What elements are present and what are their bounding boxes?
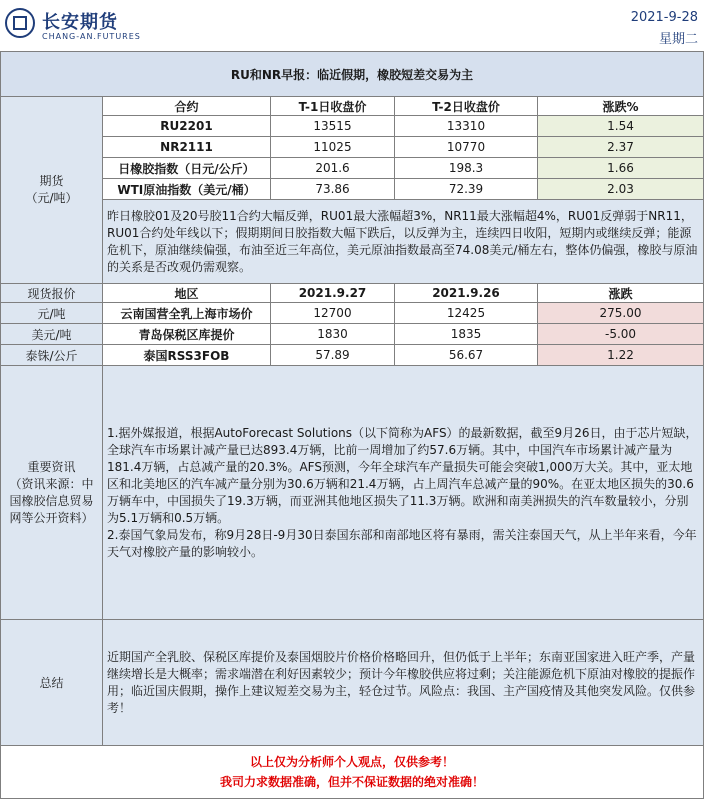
summary-section-label: 总结 <box>1 620 103 746</box>
spot-price-d1: 1830 <box>271 324 395 345</box>
futures-section-label: 期货 （元/吨） <box>1 97 103 284</box>
t1-price: 11025 <box>271 137 395 158</box>
spot-region: 青岛保税区库提价 <box>103 324 271 345</box>
t1-price: 13515 <box>271 116 395 137</box>
spot-change: -5.00 <box>538 324 704 345</box>
col-header-contract: 合约 <box>103 97 271 116</box>
table-row <box>1 158 704 179</box>
table-row <box>1 137 704 158</box>
company-logo-icon <box>5 8 35 38</box>
contract-name: RU2201 <box>103 116 271 137</box>
report-header <box>0 0 704 50</box>
col-header-t2: T-2日收盘价 <box>395 97 538 116</box>
spot-price-d1: 12700 <box>271 303 395 324</box>
report-date: 2021-9-28 <box>630 10 698 25</box>
contract-name: NR2111 <box>103 137 271 158</box>
change-pct: 2.03 <box>538 179 704 200</box>
spot-change: 275.00 <box>538 303 704 324</box>
report-table <box>0 51 704 799</box>
report-title: RU和NR早报：临近假期，橡胶短差交易为主 <box>1 52 704 97</box>
contract-name: 日橡胶指数（日元/公斤） <box>103 158 271 179</box>
disclaimer <box>1 746 704 799</box>
spot-price-d2: 56.67 <box>395 345 538 366</box>
brand-name: 长安期货 <box>42 12 118 33</box>
table-row <box>1 324 704 345</box>
t2-price: 72.39 <box>395 179 538 200</box>
brand-name-en: CHANG-AN.FUTURES <box>42 32 141 41</box>
col-header-spot-change: 涨跌 <box>538 284 704 303</box>
spot-unit: 元/吨 <box>1 303 103 324</box>
spot-region: 云南国营全乳上海市场价 <box>103 303 271 324</box>
table-row <box>1 179 704 200</box>
spot-price-d2: 12425 <box>395 303 538 324</box>
col-header-date1: 2021.9.27 <box>271 284 395 303</box>
col-header-t1: T-1日收盘价 <box>271 97 395 116</box>
t2-price: 10770 <box>395 137 538 158</box>
change-pct: 1.54 <box>538 116 704 137</box>
change-pct: 2.37 <box>538 137 704 158</box>
spot-region: 泰国RSS3FOB <box>103 345 271 366</box>
contract-name: WTI原油指数（美元/桶） <box>103 179 271 200</box>
spot-change: 1.22 <box>538 345 704 366</box>
disclaimer-line: 以上仅为分析师个人观点，仅供参考！ <box>250 755 455 769</box>
table-row <box>1 345 704 366</box>
table-row <box>1 116 704 137</box>
news-item: 2.泰国气象局发布，称9月28日-9月30日泰国东部和南部地区将有暴雨，需关注泰国天气，从上半年来看，今年天气对橡胶产量的影响较小。 <box>107 527 697 559</box>
spot-section-label: 现货报价 <box>1 284 103 303</box>
summary-content: 近期国产全乳胶、保税区库提价及泰国烟胶片价格价格略回升，但仍低于上半年；东南亚国家进入旺产季，产量继续增长是大概率；需求端潜在利好因素较少；预计今年橡胶供应将过剩；关注能源危机下原油对橡胶的提振作用；临近国庆假期，操作上建议短差交易为主，轻仓过节。风险点：我国、主产国疫情及其他突发风险。仅供参考！ <box>103 620 704 746</box>
disclaimer-line: 我司力求数据准确，但并不保证数据的绝对准确！ <box>220 775 485 789</box>
change-pct: 1.66 <box>538 158 704 179</box>
t2-price: 13310 <box>395 116 538 137</box>
t1-price: 73.86 <box>271 179 395 200</box>
col-header-change: 涨跌% <box>538 97 704 116</box>
col-header-region: 地区 <box>103 284 271 303</box>
spot-unit: 美元/吨 <box>1 324 103 345</box>
news-item: 1.据外媒报道，根据AutoForecast Solutions（以下简称为AFS）的最新数据，截至9月26日，由于芯片短缺，全球汽车市场累计减产量已达893.4万辆，比前一周增加了约57.6万辆。其中，中国汽车市场累计减产量为181.4万辆，占总减产量的20.3%。AFS预测，今年全球汽车产量损失可能会突破1,000万大关。其中，亚太地区和北美地区的汽车减产量分别为30.6万辆和21.4万辆，占上周汽车总减产量的90%。在亚太地区损失的30.6万辆车中，中国损失了19.3万辆，而亚洲其他地区损失了11.3万辆。欧洲和南美洲损失的汽车数量较小，分别为5.1万辆和0.5万辆。 <box>107 425 698 525</box>
table-row <box>1 303 704 324</box>
news-content <box>103 366 704 620</box>
futures-commentary: 昨日橡胶01及20号胶11合约大幅反弹，RU01最大涨幅超3%，NR11最大涨幅超4%，RU01反弹弱于NR11，RU01合约处年线以下；假期期间日胶指数大幅下跌后，以反弹为主，连续四日收阳，短期内或继续反弹；能源危机下，原油继续偏强，布油至近三年高位，美元原油指数最高至74.08美元/桶左右，整体仍偏强，橡胶与原油的关系是否改观仍需观察。 <box>103 200 704 284</box>
report-weekday: 星期二 <box>658 32 698 47</box>
spot-unit: 泰铢/公斤 <box>1 345 103 366</box>
news-section-label: 重要资讯 （资讯来源：中国橡胶信息贸易网等公开资料） <box>1 366 103 620</box>
t1-price: 201.6 <box>271 158 395 179</box>
col-header-date2: 2021.9.26 <box>395 284 538 303</box>
spot-price-d1: 57.89 <box>271 345 395 366</box>
spot-price-d2: 1835 <box>395 324 538 345</box>
t2-price: 198.3 <box>395 158 538 179</box>
